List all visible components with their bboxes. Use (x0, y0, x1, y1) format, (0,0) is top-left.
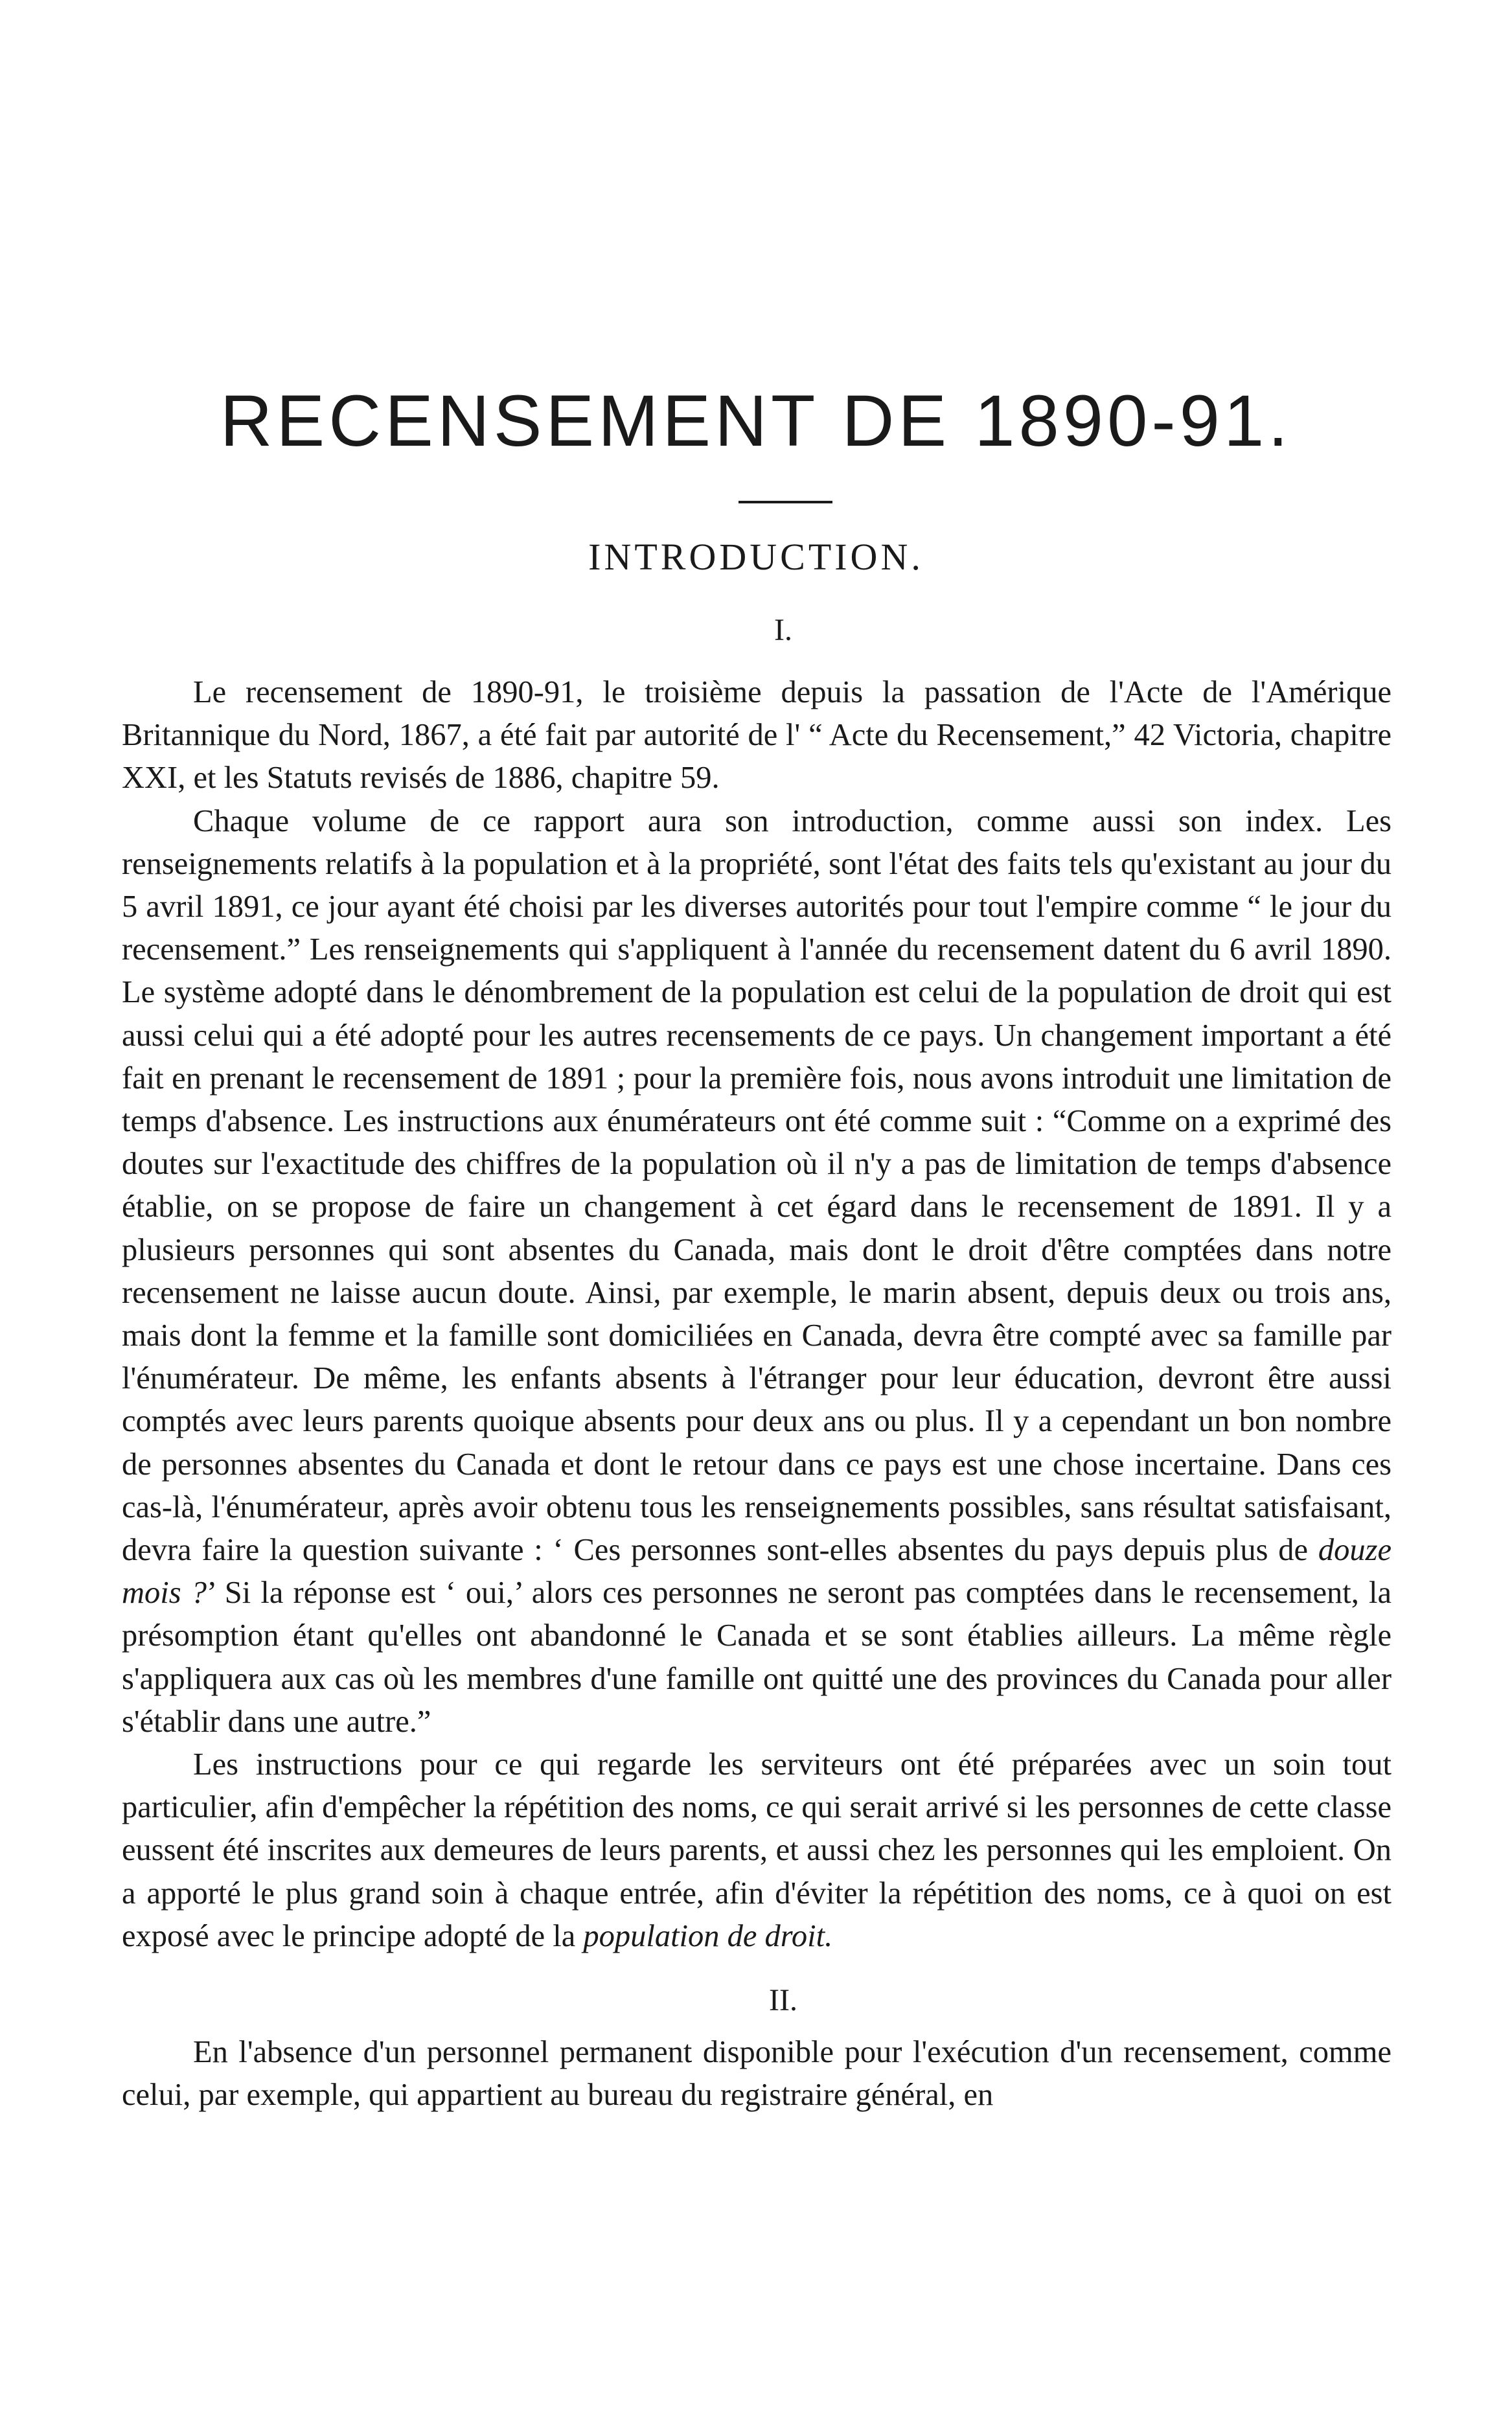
section-number-2: II. (769, 1983, 797, 2017)
section-number-1: I. (774, 613, 792, 647)
paragraph-3-emphasis: population de droit. (583, 1918, 833, 1953)
paragraph-3-text: Les instructions pour ce qui regarde les serviteurs ont été préparées avec un soin tout particulier, afin d'empêcher la répétition des noms, ce qui serait arrivé si les personnes de cette classe eussent été inscrites aux demeures de leurs parents, et aussi chez les personnes qui les emploient. On a apporté le plus grand soin à chaque entrée, afin d'éviter la répétition des noms, ce à quoi on est exposé avec le principe adopté de la (122, 1747, 1392, 1953)
paragraph-2-emphasis: douze mois ? (122, 1533, 1392, 1611)
paragraph-4: En l'absence d'un personnel permanent disponible pour l'exécution d'un recensement, comme celui, par exemple, qui appartient au bureau du registraire général, en (122, 2035, 1392, 2113)
paragraph-2-tail: ’ Si la réponse est ‘ oui,’ alors ces personnes ne seront pas comptées dans le recensement, la présomption étant qu'elles ont abandonné le Canada et se sont établies ailleurs. La même règle s'appliquera aux cas où les membres d'une famille ont quitté une des provinces du Canada pour aller s'établir dans une autre.” (122, 1576, 1392, 1739)
title-divider (739, 501, 832, 503)
section-heading-introduction: INTRODUCTION. (588, 536, 924, 578)
page-title: RECENSEMENT DE 1890-91. (220, 380, 1292, 461)
paragraph-3 (122, 1743, 1392, 1958)
paragraph-2 (122, 800, 1392, 1743)
section-1-body (122, 671, 1392, 1958)
paragraph-1: Le recensement de 1890-91, le troisième depuis la passation de l'Acte de l'Amérique Britannique du Nord, 1867, a été fait par autorité de l' “ Acte du Recensement,” 42 Victoria, chapitre XXI, et les Statuts revisés de 1886, chapitre 59. (122, 675, 1392, 796)
paragraph-2-text: Chaque volume de ce rapport aura son introduction, comme aussi son index. Les renseignements relatifs à la population et à la propriété, sont l'état des faits tels qu'existant au jour du 5 avril 1891, ce jour ayant été choisi par les diverses autorités pour tout l'empire comme “ le jour du recensement.” Les renseignements qui s'appliquent à l'année du recensement datent du 6 avril 1890. Le système adopté dans le dénombrement de la population est celui de la population de droit qui est aussi celui qui a été adopté pour les autres recensements de ce pays. Un changement important a été fait en prenant le recensement de 1891 ; pour la première fois, nous avons introduit une limitation de temps d'absence. Les instructions aux énumérateurs ont été comme suit : “Comme on a exprimé des doutes sur l'exactitude des chiffres de la population où il n'y a pas de limitation de temps d'absence établie, on se propose de faire un changement à cet égard dans le recensement de 1891. Il y a plusieurs personnes qui sont absentes du Canada, mais dont le droit d'être comptées dans notre recensement ne laisse aucun doute. Ainsi, par exemple, le marin absent, depuis deux ou trois ans, mais dont la femme et la famille sont domiciliées en Canada, devra être compté avec sa famille par l'énumérateur. De même, les enfants absents à l'étranger pour leur éducation, devront être aussi comptés avec leurs parents quoique absents pour deux ans ou plus. Il y a cependant un bon nombre de personnes absentes du Canada et dont le retour dans ce pays est une chose incertaine. Dans ces cas-là, l'énumérateur, après avoir obtenu tous les renseignements possibles, sans résultat satisfaisant, devra faire la question suivante : ‘ Ces personnes sont-elles absentes du pays depuis plus de (122, 803, 1392, 1568)
section-2-body (122, 2031, 1392, 2117)
